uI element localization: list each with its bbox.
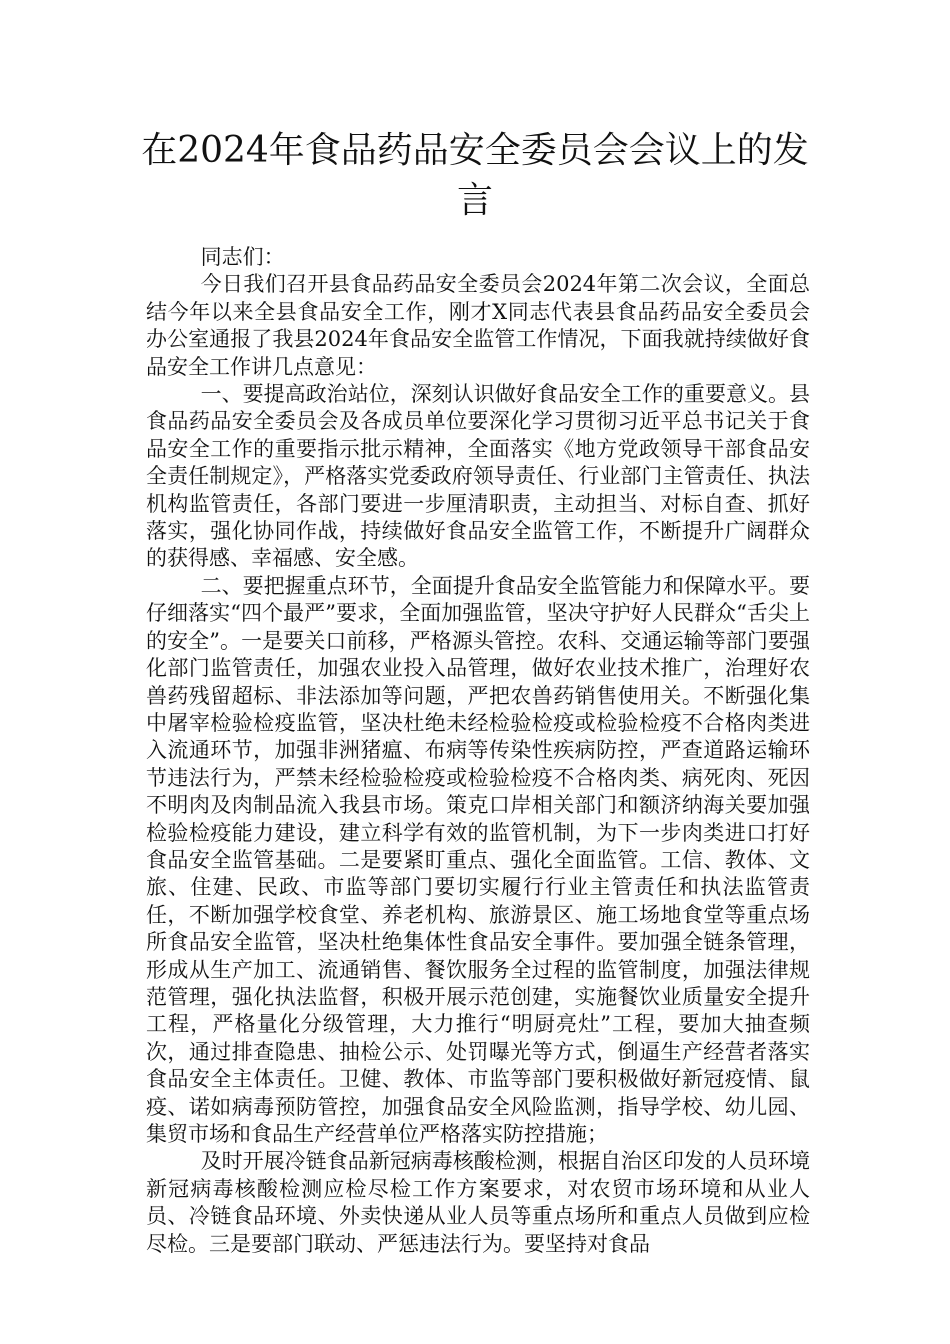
document-body [146,244,810,1258]
paragraph-point-one: 一、要提高政治站位，深刻认识做好食品安全工作的重要意义。县食品药品安全委员会及各成员单位要深化学习贯彻习近平总书记关于食品安全工作的重要指示批示精神，全面落实《地方党政领导干部食品安全责任制规定》，严格落实党委政府领导责任、行业部门主管责任、执法机构监管责任，各部门要进一步厘清职责，主动担当、对标自查、抓好落实，强化协同作战，持续做好食品安全监管工作，不断提升广阔群众的获得感、幸福感、安全感。 [146,382,810,571]
paragraph-intro: 今日我们召开县食品药品安全委员会2024年第二次会议，全面总结今年以来全县食品安全工作，刚才X同志代表县食品药品安全委员会办公室通报了我县2024年食品安全监管工作情况，下面我就持续做好食品安全工作讲几点意见： [146,272,810,379]
paragraph-continuation: 及时开展冷链食品新冠病毒核酸检测，根据自治区印发的人员环境新冠病毒核酸检测应检尽检工作方案要求，对农贸市场环境和从业人员、冷链食品环境、外卖快递从业人员等重点场所和重点人员做到应检尽检。三是要部门联动、严惩违法行为。要坚持对食品 [146,1149,810,1256]
salutation: 同志们： [200,245,285,269]
paragraph-point-two: 二、要把握重点环节，全面提升食品安全监管能力和保障水平。要仔细落实“四个最严”要求，全面加强监管，坚决守护好人民群众“舌尖上的安全”。一是要关口前移，严格源头管控。农科、交通运输等部门要强化部门监管责任，加强农业投入品管理，做好农业技术推广，治理好农兽药残留超标、非法添加等问题，严把农兽药销售使用关。不断强化集中屠宰检验检疫监管，坚决杜绝未经检验检疫或检验检疫不合格肉类进入流通环节，加强非洲猪瘟、布病等传染性疾病防控，严查道路运输环节违法行为，严禁未经检验检疫或检验检疫不合格肉类、病死肉、死因不明肉及肉制品流入我县市场。策克口岸相关部门和额济纳海关要加强检验检疫能力建设，建立科学有效的监管机制，为下一步肉类进口打好食品安全监管基础。二是要紧盯重点、强化全面监管。工信、教体、文旅、住建、民政、市监等部门要切实履行行业主管责任和执法监管责任，不断加强学校食堂、养老机构、旅游景区、施工场地食堂等重点场所食品安全监管，坚决杜绝集体性食品安全事件。要加强全链条管理，形成从生产加工、流通销售、餐饮服务全过程的监管制度，加强法律规范管理，强化执法监督，积极开展示范创建，实施餐饮业质量安全提升工程，严格量化分级管理，大力推行“明厨亮灶”工程，要加大抽查频次，通过排查隐患、抽检公示、处罚曝光等方式，倒逼生产经营者落实食品安全主体责任。卫健、教体、市监等部门要积极做好新冠疫情、鼠疫、诺如病毒预防管控，加强食品安全风险监测，指导学校、幼儿园、集贸市场和食品生产经营单位严格落实防控措施； [146,573,810,1146]
document-title: 在2024年食品药品安全委员会会议上的发言 [141,130,809,221]
